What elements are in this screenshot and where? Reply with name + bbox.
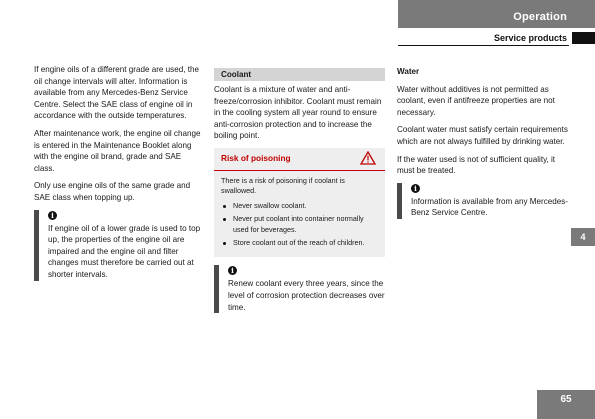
header-title: Operation [513, 11, 567, 23]
note-bar [214, 265, 219, 313]
warning-triangle-icon [360, 151, 376, 165]
list-item: Store coolant out of the reach of children. [221, 238, 378, 248]
note-text: Renew coolant every three years, since the level of corrosion protection decreases over time. [228, 279, 385, 312]
section-heading: Water [397, 67, 420, 76]
note-text: Information is available from any Mercedes-Benz Service Centre. [411, 196, 568, 218]
paragraph: After maintenance work, the engine oil change is entered in the Maintenance Booklet along with the engine oil brand, grade and SAE class. [34, 128, 201, 173]
warning-header [214, 148, 385, 171]
info-note [34, 210, 204, 281]
paragraph: If the water used is not of sufficient quality, it must be treated. [397, 154, 556, 176]
header-subtitle: Service products [493, 33, 567, 43]
header-marker [572, 32, 595, 44]
paragraph: Coolant water must satisfy certain requirements which are not always fulfilled by drinking water. [397, 125, 568, 146]
column-middle [214, 68, 385, 313]
info-icon: i [48, 211, 57, 220]
warning-body [214, 171, 385, 257]
page-number: 65 [537, 390, 595, 419]
list-item: Never put coolant into container normally used for beverages. [221, 214, 378, 235]
info-note [214, 265, 385, 313]
column-right [397, 66, 568, 219]
warning-box [214, 148, 385, 257]
info-note [397, 183, 568, 219]
paragraph: Coolant is a mixture of water and anti-freeze/corrosion inhibitor. Coolant must remain in the cooling system all year round to ensure anti-corrosion protection and to increase the boiling point. [214, 85, 382, 141]
paragraph: Water without additives is not permitted as coolant, even if antifreeze properties are not necessary. [397, 84, 555, 117]
paragraph: Only use engine oils of the same grade and SAE class when topping up. [34, 181, 191, 202]
warning-title: Risk of poisoning [221, 152, 291, 163]
column-left [34, 64, 204, 281]
note-text: If engine oil of a lower grade is used to top up, the properties of the engine oil are impaired and the engine oil and filter changes must therefore be carried out at shorter intervals. [48, 223, 201, 279]
warning-intro: There is a risk of poisoning if coolant is swallowed. [221, 175, 345, 196]
header-rule [398, 45, 569, 46]
note-bar [397, 183, 402, 219]
list-item: Never swallow coolant. [221, 201, 378, 211]
note-bar [34, 210, 39, 281]
section-heading: Coolant [214, 68, 385, 81]
chapter-tab: 4 [571, 228, 595, 246]
info-icon: i [228, 266, 237, 275]
info-icon: i [411, 184, 420, 193]
warning-list [221, 201, 378, 249]
paragraph: If engine oils of a different grade are used, the oil change intervals will alter. Information is available from any Mercedes-Benz Service Centre. Select the SAE class of engine oil in accordance with the outside temperatures. [34, 65, 199, 121]
